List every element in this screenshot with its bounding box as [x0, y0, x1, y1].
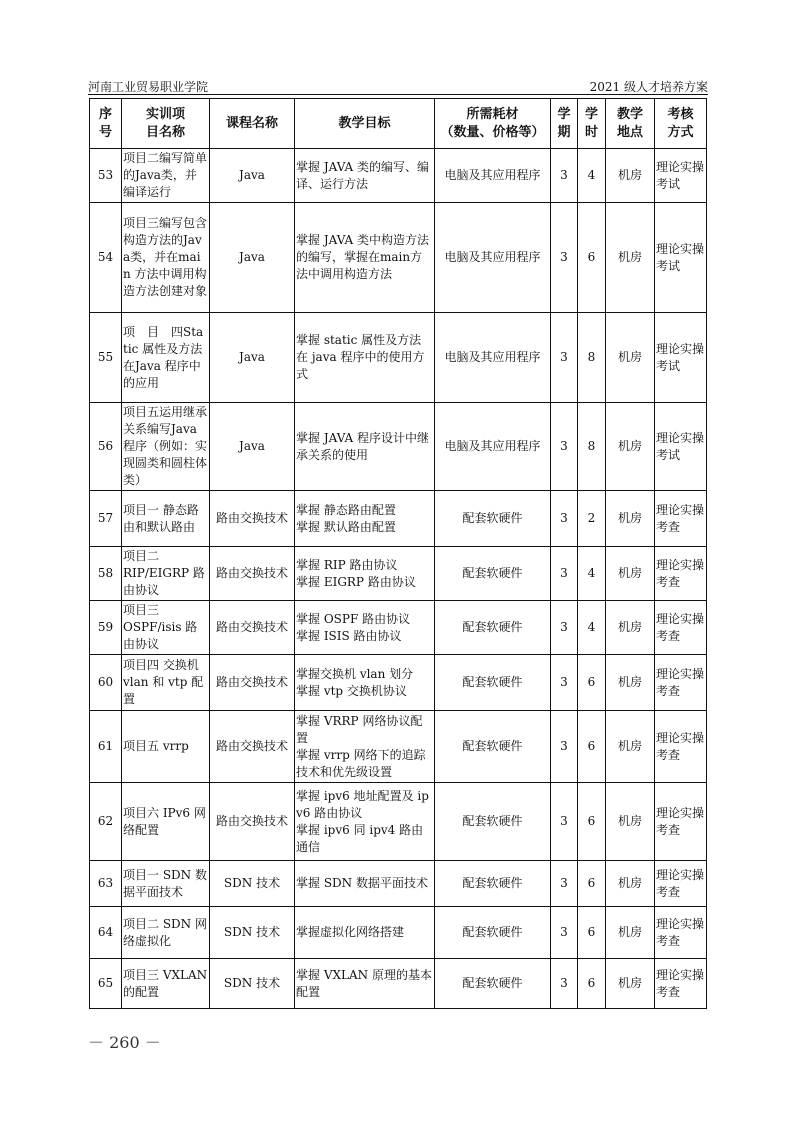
cell-materials: 配套软硬件	[435, 601, 551, 655]
cell-hours: 6	[578, 861, 606, 907]
cell-seq: 60	[90, 655, 122, 711]
cell-project: 项目一 静态路由和默认路由	[122, 491, 210, 547]
col-header-exam-text: 考核 方式	[667, 106, 694, 140]
cell-materials: 配套软硬件	[435, 711, 551, 783]
cell-term: 3	[551, 711, 578, 783]
cell-materials: 电脑及其应用程序	[435, 149, 551, 203]
col-header-project	[122, 99, 210, 149]
cell-term: 3	[551, 959, 578, 1009]
cell-place: 机房	[606, 907, 655, 959]
cell-place: 机房	[606, 491, 655, 547]
cell-hours: 6	[578, 203, 606, 313]
cell-goal: 掌握 OSPF 路由协议 掌握 ISIS 路由协议	[295, 601, 435, 655]
cell-course: 路由交换技术	[210, 655, 295, 711]
cell-materials: 配套软硬件	[435, 907, 551, 959]
col-header-term	[551, 99, 578, 149]
cell-term: 3	[551, 313, 578, 403]
cell-exam: 理论实操考试	[655, 403, 707, 491]
cell-course: SDN 技术	[210, 959, 295, 1009]
cell-exam: 理论实操考试	[655, 149, 707, 203]
table-row	[90, 403, 707, 491]
col-header-hours	[578, 99, 606, 149]
cell-seq: 53	[90, 149, 122, 203]
col-header-hours-text: 学 时	[584, 106, 598, 140]
cell-course: Java	[210, 313, 295, 403]
cell-project: 项目五 vrrp	[122, 711, 210, 783]
cell-seq: 65	[90, 959, 122, 1009]
cell-course: 路由交换技术	[210, 491, 295, 547]
table-row	[90, 203, 707, 313]
col-header-materials-text: 所需耗材 （数量、价格等）	[440, 106, 545, 140]
cell-materials: 电脑及其应用程序	[435, 403, 551, 491]
cell-hours: 8	[578, 313, 606, 403]
cell-goal: 掌握 静态路由配置 掌握 默认路由配置	[295, 491, 435, 547]
table-row	[90, 907, 707, 959]
cell-term: 3	[551, 547, 578, 601]
col-header-project-text: 实训项 目名称	[145, 106, 185, 140]
cell-place: 机房	[606, 203, 655, 313]
cell-seq: 56	[90, 403, 122, 491]
cell-place: 机房	[606, 601, 655, 655]
col-header-place	[606, 99, 655, 149]
table-row	[90, 711, 707, 783]
cell-seq: 58	[90, 547, 122, 601]
cell-hours: 4	[578, 601, 606, 655]
cell-seq: 54	[90, 203, 122, 313]
cell-term: 3	[551, 655, 578, 711]
col-header-exam	[655, 99, 707, 149]
cell-project: 项目六 IPv6 网络配置	[122, 783, 210, 861]
cell-goal: 掌握 ipv6 地址配置及 ipv6 路由协议 掌握 ipv6 同 ipv4 路由通信	[295, 783, 435, 861]
table-row	[90, 547, 707, 601]
col-header-course: 课程名称	[210, 99, 295, 149]
cell-project: 项目二 RIP/EIGRP 路由协议	[122, 547, 210, 601]
table-row	[90, 149, 707, 203]
page-number: － 260 －	[88, 1033, 161, 1052]
cell-course: Java	[210, 203, 295, 313]
cell-seq: 55	[90, 313, 122, 403]
cell-term: 3	[551, 403, 578, 491]
cell-exam: 理论实操考查	[655, 861, 707, 907]
cell-exam: 理论实操考查	[655, 491, 707, 547]
cell-course: SDN 技术	[210, 861, 295, 907]
cell-place: 机房	[606, 655, 655, 711]
cell-materials: 电脑及其应用程序	[435, 203, 551, 313]
cell-materials: 配套软硬件	[435, 491, 551, 547]
cell-project: 项目三 OSPF/isis 路由协议	[122, 601, 210, 655]
col-header-materials	[435, 99, 551, 149]
cell-seq: 64	[90, 907, 122, 959]
cell-seq: 57	[90, 491, 122, 547]
cell-exam: 理论实操考查	[655, 601, 707, 655]
table-row	[90, 491, 707, 547]
cell-goal: 掌握 VXLAN 原理的基本配置	[295, 959, 435, 1009]
cell-course: 路由交换技术	[210, 711, 295, 783]
cell-term: 3	[551, 861, 578, 907]
cell-term: 3	[551, 491, 578, 547]
cell-project: 项目三编写包含构造方法的Java类，并在main 方法中调用构造方法创建对象	[122, 203, 210, 313]
cell-exam: 理论实操考试	[655, 203, 707, 313]
cell-materials: 配套软硬件	[435, 655, 551, 711]
cell-seq: 61	[90, 711, 122, 783]
cell-materials: 配套软硬件	[435, 959, 551, 1009]
cell-seq: 62	[90, 783, 122, 861]
cell-exam: 理论实操考查	[655, 655, 707, 711]
col-header-seq-text: 序 号	[98, 106, 112, 140]
cell-hours: 6	[578, 783, 606, 861]
cell-project: 项目五运用继承关系编写Java 程序（例如：实现圆类和圆柱体类）	[122, 403, 210, 491]
cell-goal: 掌握交换机 vlan 划分 掌握 vtp 交换机协议	[295, 655, 435, 711]
cell-course: SDN 技术	[210, 907, 295, 959]
cell-hours: 4	[578, 149, 606, 203]
cell-hours: 4	[578, 547, 606, 601]
cell-goal: 掌握虚拟化网络搭建	[295, 907, 435, 959]
cell-course: 路由交换技术	[210, 547, 295, 601]
cell-exam: 理论实操考查	[655, 907, 707, 959]
cell-exam: 理论实操考查	[655, 783, 707, 861]
cell-place: 机房	[606, 959, 655, 1009]
cell-term: 3	[551, 783, 578, 861]
table-row	[90, 783, 707, 861]
cell-materials: 配套软硬件	[435, 783, 551, 861]
cell-hours: 8	[578, 403, 606, 491]
cell-materials: 配套软硬件	[435, 861, 551, 907]
cell-course: Java	[210, 403, 295, 491]
table-header-row	[90, 99, 707, 149]
cell-course: 路由交换技术	[210, 601, 295, 655]
header-rule	[88, 94, 708, 95]
cell-project: 项目四 交换机 vlan 和 vtp 配置	[122, 655, 210, 711]
cell-seq: 59	[90, 601, 122, 655]
cell-course: 路由交换技术	[210, 783, 295, 861]
cell-term: 3	[551, 907, 578, 959]
cell-goal: 掌握 VRRP 网络协议配置 掌握 vrrp 网络下的追踪技术和优先级设置	[295, 711, 435, 783]
col-header-seq	[90, 99, 122, 149]
cell-project: 项目二编写简单的Java类，并编译运行	[122, 149, 210, 203]
table-row	[90, 655, 707, 711]
cell-seq: 63	[90, 861, 122, 907]
header-school-name: 河南工业贸易职业学院	[88, 80, 209, 94]
cell-hours: 2	[578, 491, 606, 547]
cell-project: 项目二 SDN 网络虚拟化	[122, 907, 210, 959]
cell-materials: 配套软硬件	[435, 547, 551, 601]
cell-exam: 理论实操考查	[655, 547, 707, 601]
cell-goal: 掌握 static 属性及方法在 java 程序中的使用方式	[295, 313, 435, 403]
training-projects-table	[89, 98, 707, 1009]
header-plan-title: 2021 级人才培养方案	[589, 80, 708, 94]
cell-place: 机房	[606, 313, 655, 403]
table-row	[90, 601, 707, 655]
cell-hours: 6	[578, 959, 606, 1009]
cell-place: 机房	[606, 711, 655, 783]
cell-place: 机房	[606, 149, 655, 203]
table-row	[90, 959, 707, 1009]
cell-exam: 理论实操考查	[655, 711, 707, 783]
col-header-term-text: 学 期	[557, 106, 571, 140]
col-header-place-text: 教学 地点	[616, 106, 643, 140]
cell-term: 3	[551, 601, 578, 655]
cell-term: 3	[551, 149, 578, 203]
cell-course: Java	[210, 149, 295, 203]
cell-exam: 理论实操考查	[655, 959, 707, 1009]
cell-place: 机房	[606, 861, 655, 907]
cell-goal: 掌握 JAVA 类的编写、编译、运行方法	[295, 149, 435, 203]
cell-goal: 掌握 JAVA 类中构造方法的编写，掌握在main方法中调用构造方法	[295, 203, 435, 313]
cell-project: 项 目 四Static 属性及方法在Java 程序中的应用	[122, 313, 210, 403]
table-row	[90, 861, 707, 907]
cell-exam: 理论实操考试	[655, 313, 707, 403]
cell-goal: 掌握 JAVA 程序设计中继承关系的使用	[295, 403, 435, 491]
cell-hours: 6	[578, 907, 606, 959]
col-header-goal: 教学目标	[295, 99, 435, 149]
cell-goal: 掌握 RIP 路由协议 掌握 EIGRP 路由协议	[295, 547, 435, 601]
cell-project: 项目一 SDN 数据平面技术	[122, 861, 210, 907]
cell-place: 机房	[606, 403, 655, 491]
cell-term: 3	[551, 203, 578, 313]
cell-place: 机房	[606, 547, 655, 601]
cell-materials: 电脑及其应用程序	[435, 313, 551, 403]
cell-hours: 6	[578, 655, 606, 711]
table-row	[90, 313, 707, 403]
cell-goal: 掌握 SDN 数据平面技术	[295, 861, 435, 907]
cell-place: 机房	[606, 783, 655, 861]
cell-hours: 6	[578, 711, 606, 783]
cell-project: 项目三 VXLAN 的配置	[122, 959, 210, 1009]
